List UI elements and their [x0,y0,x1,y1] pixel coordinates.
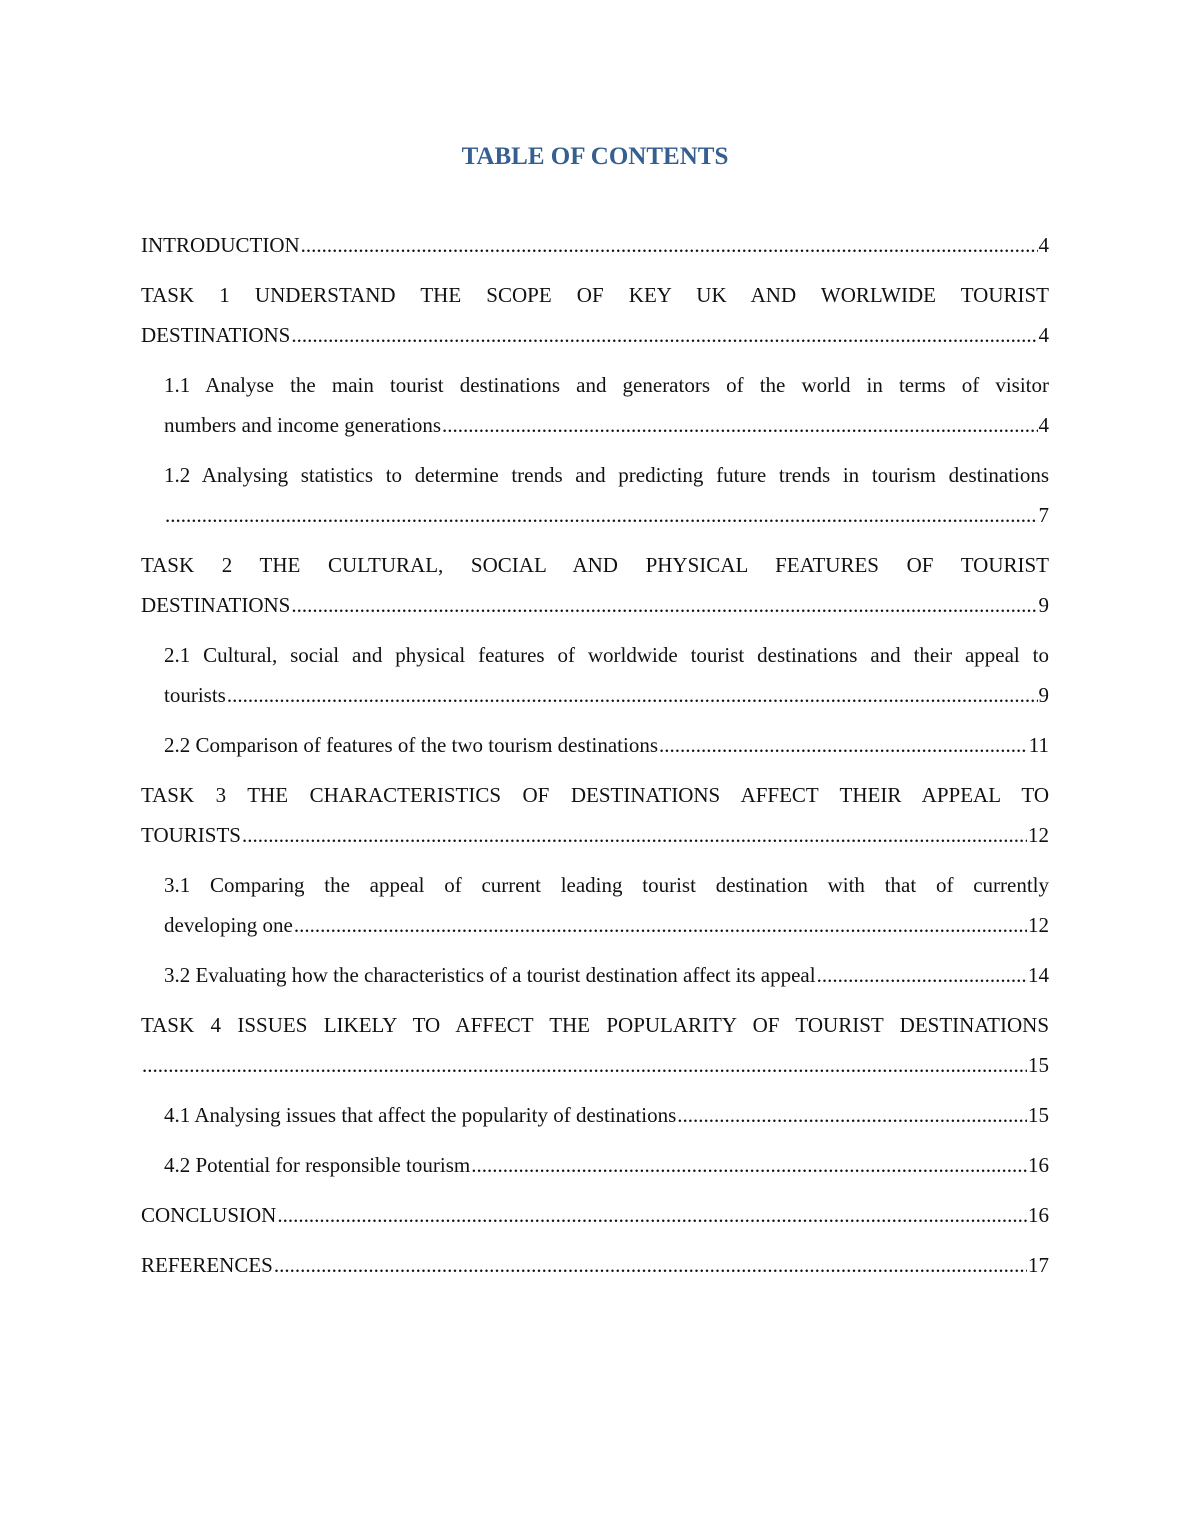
toc-entry[interactable] [141,1145,1049,1185]
toc-entry-line [164,495,1049,535]
toc-entry-text: 4.1 Analysing issues that affect the popularity of destinations [164,1103,677,1127]
toc-entry-line [141,1045,1049,1085]
toc-entry[interactable] [141,725,1049,765]
toc-entry-line [164,1145,1049,1185]
dot-leader [274,1245,1027,1285]
dot-leader [471,1145,1027,1185]
toc-page-number: 12 [1028,913,1049,937]
toc-entry-text: CONCLUSION [141,1203,277,1227]
toc-entry-text: 1.1 Analyse the main tourist destinations and generators of the world in terms of visitor [164,373,1049,397]
toc-entry[interactable] [141,545,1049,625]
dot-leader [142,1045,1027,1085]
toc-entry-text: tourists [164,683,226,707]
toc-entry[interactable] [141,455,1049,535]
dot-leader [677,1095,1027,1135]
toc-page-number: 9 [1038,683,1049,707]
toc-entry-text: 3.2 Evaluating how the characteristics of a tourist destination affect its appeal [164,963,816,987]
toc-entry-text: developing one [164,913,293,937]
toc-entry[interactable] [141,635,1049,715]
toc-entry-text: 1.2 Analysing statistics to determine trends and predicting future trends in tourism destinations [164,463,1049,487]
toc-entry-line [164,725,1049,765]
toc-entry-line [164,955,1049,995]
toc-entry-text: TOURISTS [141,823,241,847]
toc-entry[interactable] [141,1095,1049,1135]
toc-page-number: 4 [1038,323,1049,347]
dot-leader [291,585,1037,625]
toc-entry[interactable] [141,225,1049,265]
table-of-contents [141,225,1049,1295]
toc-entry[interactable] [141,275,1049,355]
toc-page-number: 17 [1028,1253,1049,1277]
toc-entry[interactable] [141,775,1049,855]
dot-leader [442,405,1038,445]
toc-page-number: 14 [1028,963,1049,987]
toc-page-number: 16 [1028,1203,1049,1227]
toc-entry[interactable] [141,1195,1049,1235]
toc-entry-text: 2.1 Cultural, social and physical features of worldwide tourist destinations and their appeal to [164,643,1049,667]
toc-entry-text: TASK 4 ISSUES LIKELY TO AFFECT THE POPULARITY OF TOURIST DESTINATIONS [141,1013,1049,1037]
toc-entry-line [164,675,1049,715]
toc-page-number: 15 [1028,1103,1049,1127]
toc-page-number: 7 [1038,503,1049,527]
toc-entry-text: INTRODUCTION [141,233,300,257]
toc-entry-line [141,815,1049,855]
dot-leader [294,905,1027,945]
toc-entry-line [141,585,1049,625]
toc-entry-line [141,225,1049,265]
toc-entry-line [141,315,1049,355]
toc-page-number: 9 [1038,593,1049,617]
toc-entry-line [164,1095,1049,1135]
toc-entry-text: TASK 1 UNDERSTAND THE SCOPE OF KEY UK AND WORLWIDE TOURIST [141,283,1049,307]
toc-entry-line [141,1195,1049,1235]
toc-entry-text: 4.2 Potential for responsible tourism [164,1153,471,1177]
dot-leader [291,315,1037,355]
toc-entry[interactable] [141,1005,1049,1085]
toc-page-number: 12 [1028,823,1049,847]
dot-leader [242,815,1027,855]
toc-page-number: 16 [1028,1153,1049,1177]
toc-entry-text: REFERENCES [141,1253,273,1277]
toc-entry-text: TASK 3 THE CHARACTERISTICS OF DESTINATIONS AFFECT THEIR APPEAL TO [141,783,1049,807]
toc-entry-text: numbers and income generations [164,413,441,437]
toc-entry-text: DESTINATIONS [141,593,291,617]
toc-entry-text: 3.1 Comparing the appeal of current leading tourist destination with that of currently [164,873,1049,897]
dot-leader [301,225,1038,265]
dot-leader [165,495,1038,535]
toc-entry-line [164,405,1049,445]
toc-entry-text: TASK 2 THE CULTURAL, SOCIAL AND PHYSICAL FEATURES OF TOURIST [141,553,1049,577]
dot-leader [659,725,1028,765]
toc-entry[interactable] [141,955,1049,995]
toc-page-number: 11 [1028,733,1049,757]
toc-entry[interactable] [141,865,1049,945]
toc-entry-line [141,1245,1049,1285]
toc-page-number: 4 [1038,233,1049,257]
toc-page-number: 4 [1038,413,1049,437]
dot-leader [817,955,1027,995]
toc-entry-line [164,905,1049,945]
toc-entry[interactable] [141,365,1049,445]
toc-entry-text: 2.2 Comparison of features of the two tourism destinations [164,733,659,757]
dot-leader [277,1195,1027,1235]
dot-leader [227,675,1038,715]
toc-entry-text: DESTINATIONS [141,323,291,347]
toc-entry[interactable] [141,1245,1049,1285]
page-title: TABLE OF CONTENTS [461,143,729,170]
toc-page-number: 15 [1028,1053,1049,1077]
